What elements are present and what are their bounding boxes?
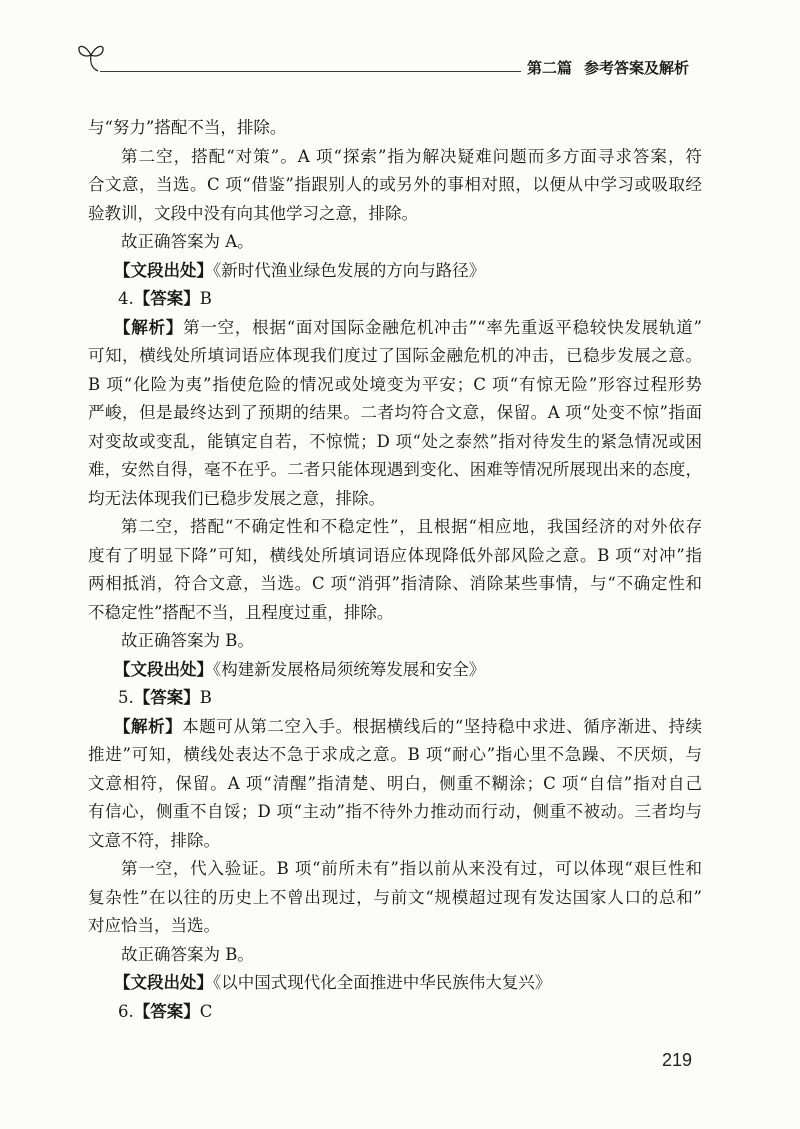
line-text: 度有了明显下降”可知，横线处所填词语应体现降低外部风险之意。B 项“对冲”指 xyxy=(88,545,702,565)
answer-value: B xyxy=(199,688,212,707)
answer-label: 【答案】 xyxy=(133,688,200,707)
running-header xyxy=(527,58,689,78)
line-text: 复杂性”在以往的历史上不曾出现过，与前文“规模超过现有发达国家人口的总和” xyxy=(88,887,702,907)
line-text: 文意相符，保留。A 项“清醒”指清楚、明白，侧重不糊涂；C 项“自信”指对自己 xyxy=(88,773,702,793)
line-text: 第一空，根据“面对国际金融危机冲击”“率先重返平稳较快发展轨道” xyxy=(183,317,702,337)
conclusion-line xyxy=(88,228,702,257)
source-line xyxy=(88,656,702,685)
text-line xyxy=(88,428,702,457)
line-text: 本题可从第二空入手。根据横线后的“坚持稳中求进、循序渐进、持续 xyxy=(182,716,703,736)
source-label: 【文段出处】 xyxy=(114,260,213,280)
text-line xyxy=(88,485,702,514)
text-line xyxy=(88,884,702,913)
line-text: 不稳定性”搭配不当，且程度过重，排除。 xyxy=(88,602,394,622)
line-text: 对应恰当，当选。 xyxy=(88,916,220,935)
question-number: 4. xyxy=(118,289,134,308)
text-line xyxy=(88,456,702,485)
section-title: 参考答案及解析 xyxy=(584,59,690,77)
line-text: 可知，横线处所填词语应体现我们度过了国际金融危机的冲击，已稳步发展之意。 xyxy=(88,346,702,365)
text-line xyxy=(88,371,702,400)
text-line xyxy=(88,855,702,884)
line-text: 第二空，搭配“对策”。A 项“探索”指为解决疑难问题而多方面寻求答案，符 xyxy=(121,146,702,166)
line-text: 严峻，但是最终达到了预期的结果。二者均符合文意，保留。A 项“处变不惊”指面 xyxy=(88,403,702,422)
text-line xyxy=(88,599,702,628)
text-line xyxy=(88,171,702,200)
line-text: 对变故或变乱，能镇定自若，不惊慌；D 项“处之泰然”指对待发生的紧急情况或困 xyxy=(88,431,702,451)
conclusion-line xyxy=(88,627,702,656)
source-title: 《新时代渔业绿色发展的方向与路径》 xyxy=(213,260,486,280)
line-text: 推进”可知，横线处表达不急于求成之意。B 项“耐心”指心里不急躁、不厌烦，与 xyxy=(88,745,702,764)
line-text: 有信心，侧重不自馁；D 项“主动”指不待外力推动而行动，侧重不被动。三者均与 xyxy=(88,802,702,821)
text-line xyxy=(88,342,702,371)
answer-label: 【答案】 xyxy=(133,289,200,308)
line-text: 均无法体现我们已稳步发展之意，排除。 xyxy=(88,488,385,508)
analysis-label: 【解析】 xyxy=(114,317,184,337)
answer-heading xyxy=(88,998,702,1027)
answer-value: C xyxy=(199,1001,213,1021)
text-line xyxy=(88,513,702,542)
answer-value: B xyxy=(199,289,212,308)
source-title: 《构建新发展格局须统筹发展和安全》 xyxy=(213,659,486,679)
section-number: 第二篇 xyxy=(527,59,573,77)
analysis-label: 【解析】 xyxy=(114,716,183,736)
line-text: 验教训，文段中没有向其他学习之意，排除。 xyxy=(88,203,418,223)
question-number: 5. xyxy=(118,688,134,707)
line-text: 合文意，当选。C 项“借鉴”指跟别人的或另外的事相对照，以便从中学习或吸取经 xyxy=(88,175,702,194)
text-line xyxy=(88,770,702,799)
analysis-line xyxy=(88,713,702,742)
line-text: 第二空，搭配“不确定性和不稳定性”，且根据“相应地，我国经济的对外依存 xyxy=(121,517,702,536)
answer-heading xyxy=(88,684,702,713)
line-text: 故正确答案为 B。 xyxy=(121,944,254,964)
line-text: 与“努力”搭配不当，排除。 xyxy=(88,118,287,137)
source-label: 【文段出处】 xyxy=(114,973,213,992)
text-line xyxy=(88,143,702,172)
text-line xyxy=(88,741,702,770)
source-line xyxy=(88,257,702,286)
line-text: B 项“化险为夷”指使危险的情况或处境变为平安；C 项“有惊无险”形容过程形势 xyxy=(88,374,702,394)
line-text: 两相抵消，符合文意，当选。C 项“消弭”指清除、消除某些事情，与“不确定性和 xyxy=(88,574,702,593)
text-line xyxy=(88,200,702,229)
text-line xyxy=(88,542,702,571)
header-rule xyxy=(100,71,521,72)
text-line xyxy=(88,827,702,856)
text-line xyxy=(88,570,702,599)
answer-label: 【答案】 xyxy=(133,1001,200,1021)
text-line xyxy=(88,912,702,941)
source-title: 《以中国式现代化全面推进中华民族伟大复兴》 xyxy=(213,973,552,992)
source-line xyxy=(88,969,702,998)
analysis-line xyxy=(88,314,702,343)
line-text: 故正确答案为 A。 xyxy=(121,232,254,251)
text-line xyxy=(88,399,702,428)
question-number: 6. xyxy=(118,1001,134,1021)
text-line xyxy=(88,798,702,827)
line-text: 难，安然自得，毫不在乎。二者只能体现遇到变化、困难等情况所展现出来的态度， xyxy=(88,460,702,479)
conclusion-line xyxy=(88,941,702,970)
page-number: 219 xyxy=(662,1050,693,1070)
line-text: 第一空，代入验证。B 项“前所未有”指以前从来没有过，可以体现“艰巨性和 xyxy=(121,859,702,878)
line-text: 文意不符，排除。 xyxy=(88,830,220,850)
answer-heading xyxy=(88,285,702,314)
body-text xyxy=(88,114,702,1026)
sprout-icon xyxy=(76,38,106,74)
text-line xyxy=(88,114,702,143)
source-label: 【文段出处】 xyxy=(114,659,213,679)
line-text: 故正确答案为 B。 xyxy=(121,631,254,650)
